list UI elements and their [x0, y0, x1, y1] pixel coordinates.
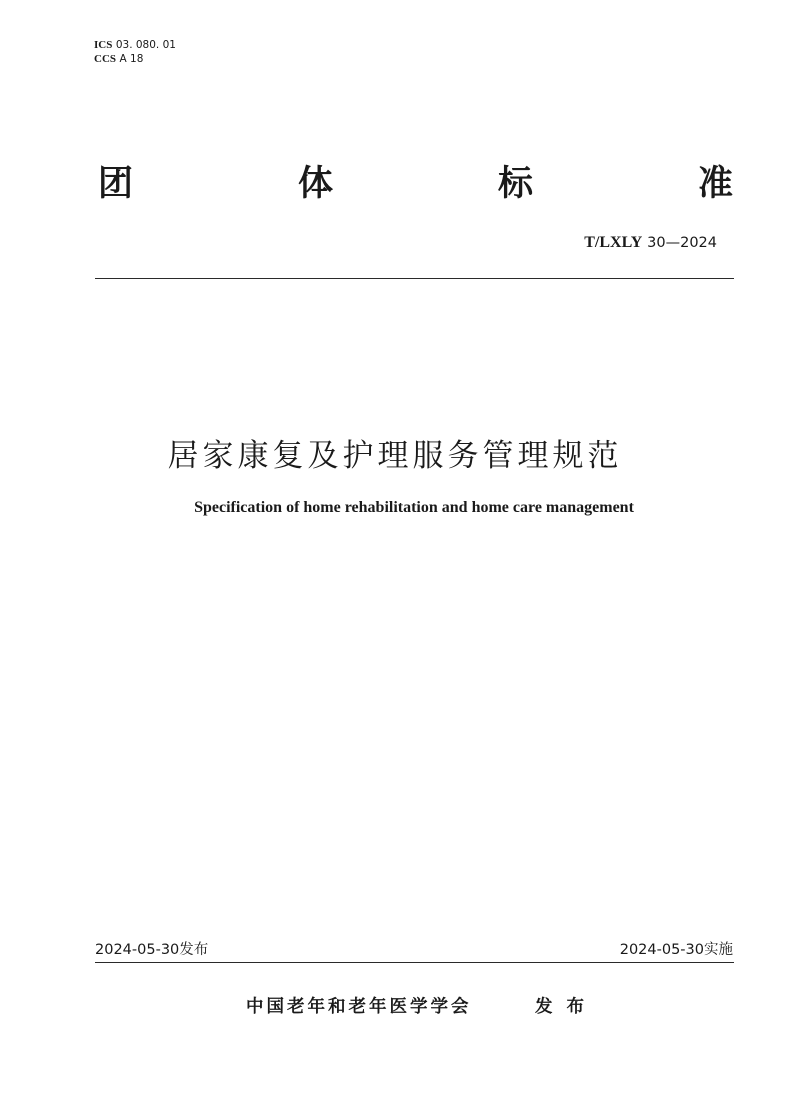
classification-codes [94, 38, 176, 66]
title-chinese: 居家康复及护理服务管理规范 [167, 438, 623, 474]
doc-type-char: 标 [497, 164, 533, 204]
top-divider [95, 278, 734, 279]
ccs-code: A 18 [119, 53, 144, 65]
bottom-divider [95, 962, 734, 963]
doc-type-char: 团 [98, 164, 134, 204]
publisher-name: 中国老年和老年医学学会 [246, 997, 472, 1017]
standard-number [584, 233, 717, 252]
implementation-date: 2024-05-30实施 [619, 942, 733, 958]
ccs-row [94, 52, 176, 66]
ccs-label: CCS [94, 53, 117, 65]
title-english: Specification of home rehabilitation and home care management [194, 499, 634, 516]
issue-date: 2024-05-30发布 [95, 942, 209, 958]
doc-type-char: 体 [297, 164, 333, 204]
ics-code: 03. 080. 01 [115, 39, 176, 51]
doc-type-char: 准 [697, 164, 733, 204]
standard-number-prefix: T/LXLY [584, 234, 643, 251]
standard-number-value: 30—2024 [647, 235, 717, 251]
ics-label: ICS [94, 39, 113, 51]
document-type-heading [98, 162, 733, 206]
publish-label: 发布 [535, 997, 598, 1017]
ics-row [94, 38, 176, 52]
